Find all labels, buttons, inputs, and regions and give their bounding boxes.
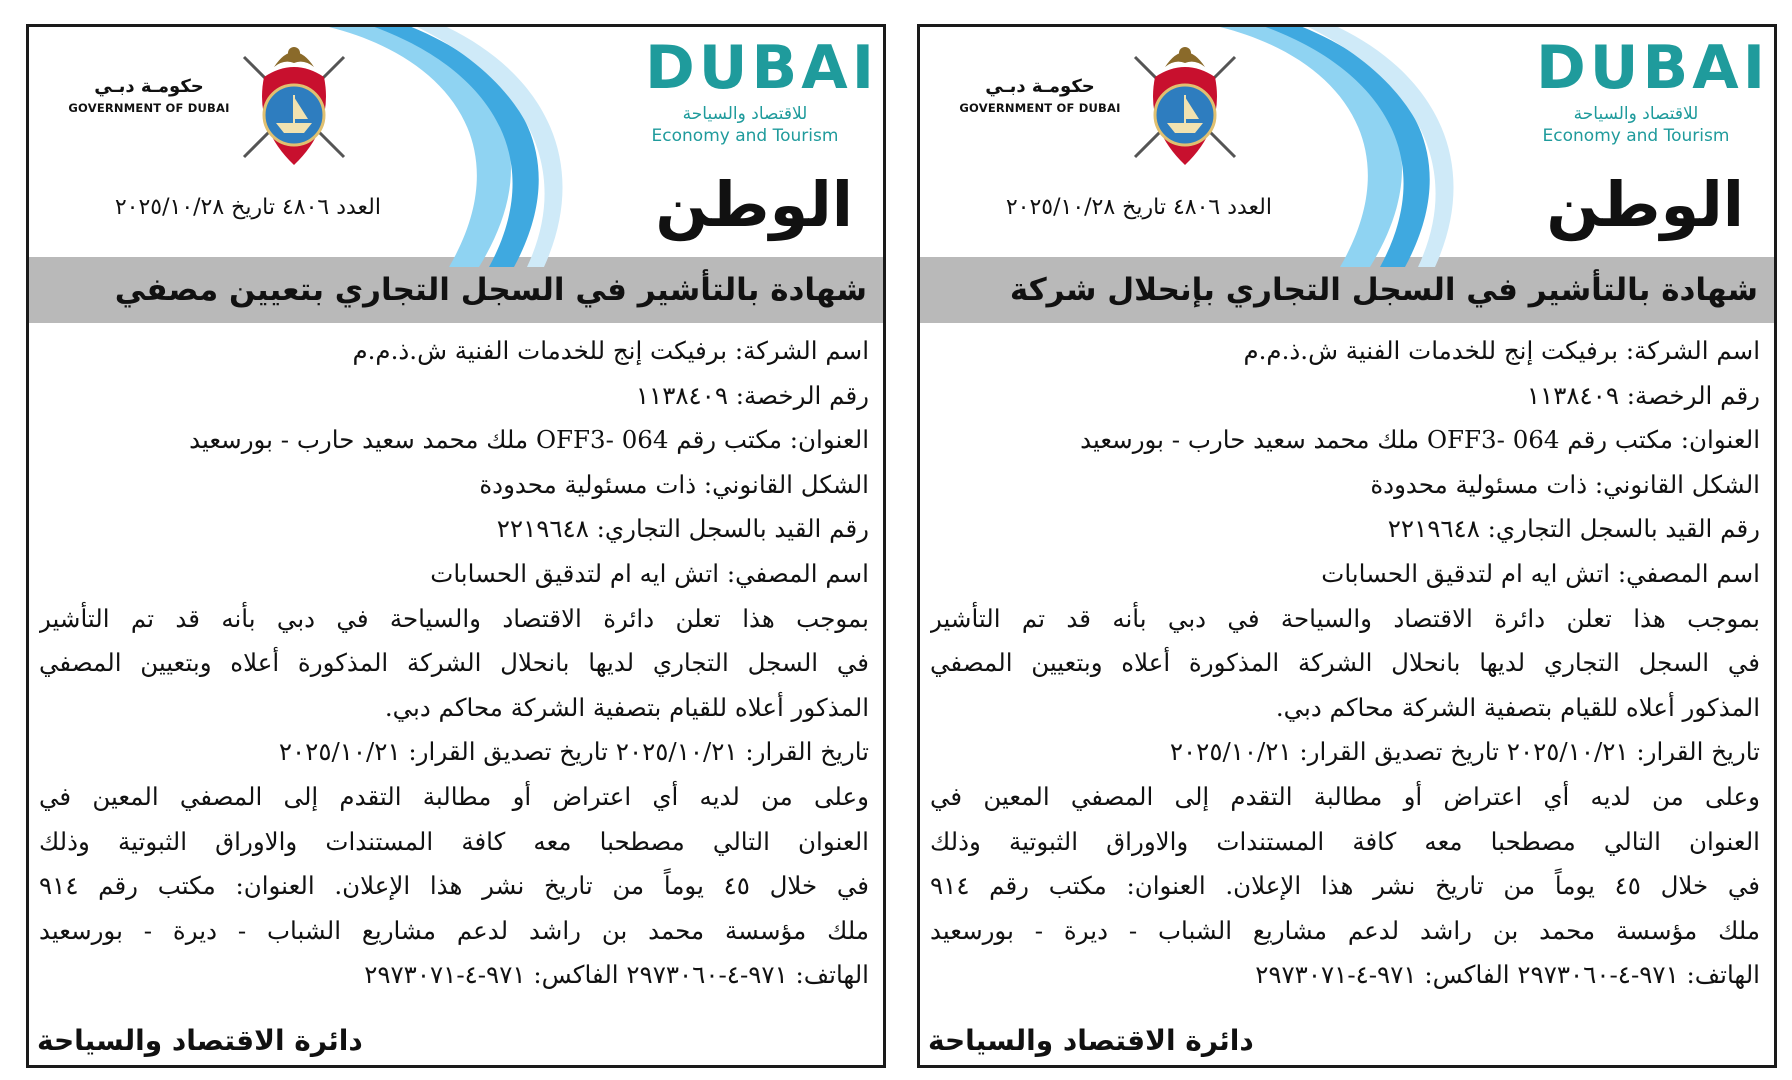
dubai-english-subtitle: Economy and Tourism — [651, 126, 839, 146]
announcement-text-line: بموجب هذا تعلن دائرة الاقتصاد والسياحة في دبي بأنه قد تم التأشير — [39, 603, 869, 633]
license-number-line: رقم الرخصة: ١١٣٨٤٠٩ — [1526, 380, 1760, 410]
legal-form-line: الشكل القانوني: ذات مسئولية محدودة — [1370, 469, 1760, 499]
government-of-dubai-label — [950, 75, 1130, 117]
dubai-arabic-subtitle: للاقتصاد والسياحة — [682, 104, 808, 124]
dubai-economy-logo — [645, 33, 879, 147]
objection-text-line: في خلال ٤٥ يوماً من تاريخ نشر هذا الإعلان. العنوان: مكتب رقم ٩١٤ — [39, 871, 869, 901]
registry-number-line: رقم القيد بالسجل التجاري: ٢٢١٩٦٤٨ — [1387, 514, 1760, 544]
address-line: العنوان: مكتب رقم OFF3- 064 ملك محمد سعيد حارب - بورسعيد — [1080, 425, 1760, 455]
newspaper-name: الوطن — [655, 168, 853, 241]
wave-stripes-graphic — [329, 24, 589, 267]
notice-header — [29, 27, 883, 257]
issue-date-line: العدد ٤٨٠٦ تاريخ ٢٠٢٥/١٠/٢٨ — [1005, 195, 1272, 220]
objection-text-line: العنوان التالي مصطحبا معه كافة المستندات والاوراق الثبوتية وذلك — [39, 826, 869, 856]
decision-date-line: تاريخ القرار: ٢٠٢٥/١٠/٢١ تاريخ تصديق القرار: ٢٠٢٥/١٠/٢١ — [1169, 737, 1760, 767]
address-line: العنوان: مكتب رقم OFF3- 064 ملك محمد سعيد حارب - بورسعيد — [189, 425, 869, 455]
dubai-economy-logo — [1536, 33, 1770, 147]
wave-stripes-graphic — [1220, 24, 1480, 267]
phone-fax-line: الهاتف: ٩٧١-٤-٢٩٧٣٠٦٠ الفاكس: ٩٧١-٤-٢٩٧٣٠٧١ — [364, 960, 869, 990]
issue-date-line: العدد ٤٨٠٦ تاريخ ٢٠٢٥/١٠/٢٨ — [114, 195, 381, 220]
liquidator-address-line: ملك مؤسسة محمد بن راشد لدعم مشاريع الشباب - ديرة - بورسعيد — [930, 915, 1760, 945]
department-signature: دائرة الاقتصاد والسياحة — [928, 1024, 1254, 1057]
gov-arabic-text: حكومـة دبـي — [94, 76, 204, 97]
license-number-line: رقم الرخصة: ١١٣٨٤٠٩ — [635, 380, 869, 410]
announcement-text-line: المذكور أعلاه للقيام بتصفية الشركة محاكم دبي. — [384, 692, 869, 722]
company-name-line: اسم الشركة: برفيكت إنج للخدمات الفنية ش.ذ.م.م — [1243, 336, 1760, 365]
liquidator-address-line: ملك مؤسسة محمد بن راشد لدعم مشاريع الشباب - ديرة - بورسعيد — [39, 915, 869, 945]
dubai-wordmark: DUBAI — [645, 33, 879, 103]
liquidator-name-line: اسم المصفي: اتش ايه ام لتدقيق الحسابات — [430, 558, 869, 588]
objection-text-line: في خلال ٤٥ يوماً من تاريخ نشر هذا الإعلان. العنوان: مكتب رقم ٩١٤ — [930, 871, 1760, 901]
legal-form-line: الشكل القانوني: ذات مسئولية محدودة — [479, 469, 869, 499]
registry-number-line: رقم القيد بالسجل التجاري: ٢٢١٩٦٤٨ — [496, 514, 869, 544]
objection-text-line: العنوان التالي مصطحبا معه كافة المستندات والاوراق الثبوتية وذلك — [930, 826, 1760, 856]
phone-fax-line: الهاتف: ٩٧١-٤-٢٩٧٣٠٦٠ الفاكس: ٩٧١-٤-٢٩٧٣٠٧١ — [1255, 960, 1760, 990]
dubai-wordmark: DUBAI — [1536, 33, 1770, 103]
government-emblem-icon — [1125, 37, 1245, 172]
gov-english-text: GOVERNMENT OF DUBAI — [959, 101, 1121, 115]
notice-dissolution — [917, 24, 1777, 1068]
liquidator-name-line: اسم المصفي: اتش ايه ام لتدقيق الحسابات — [1321, 558, 1760, 588]
notice-header — [920, 27, 1774, 257]
notice-title: شهادة بالتأشير في السجل التجاري بتعيين مصفي — [29, 257, 883, 323]
department-signature: دائرة الاقتصاد والسياحة — [37, 1024, 363, 1057]
objection-text-line: وعلى من لديه أي اعتراض أو مطالبة التقدم إلى المصفي المعين في — [39, 781, 869, 811]
government-emblem-icon — [234, 37, 354, 172]
gov-english-text: GOVERNMENT OF DUBAI — [68, 101, 230, 115]
announcement-text-line: بموجب هذا تعلن دائرة الاقتصاد والسياحة في دبي بأنه قد تم التأشير — [930, 603, 1760, 633]
government-of-dubai-label — [59, 75, 239, 117]
decision-date-line: تاريخ القرار: ٢٠٢٥/١٠/٢١ تاريخ تصديق القرار: ٢٠٢٥/١٠/٢١ — [278, 737, 869, 767]
dubai-arabic-subtitle: للاقتصاد والسياحة — [1573, 104, 1699, 124]
gov-arabic-text: حكومـة دبـي — [985, 76, 1095, 97]
announcement-text-line: المذكور أعلاه للقيام بتصفية الشركة محاكم دبي. — [1275, 692, 1760, 722]
notice-body — [920, 323, 1774, 998]
newspaper-name: الوطن — [1546, 168, 1744, 241]
company-name-line: اسم الشركة: برفيكت إنج للخدمات الفنية ش.ذ.م.م — [352, 336, 869, 365]
notice-body — [29, 323, 883, 998]
objection-text-line: وعلى من لديه أي اعتراض أو مطالبة التقدم إلى المصفي المعين في — [930, 781, 1760, 811]
announcement-text-line: في السجل التجاري لديها بانحلال الشركة المذكورة أعلاه وبتعيين المصفي — [930, 648, 1760, 678]
notice-title: شهادة بالتأشير في السجل التجاري بإنحلال شركة — [920, 257, 1774, 323]
announcement-text-line: في السجل التجاري لديها بانحلال الشركة المذكورة أعلاه وبتعيين المصفي — [39, 648, 869, 678]
dubai-english-subtitle: Economy and Tourism — [1542, 126, 1730, 146]
notice-liquidator-appointment — [26, 24, 886, 1068]
